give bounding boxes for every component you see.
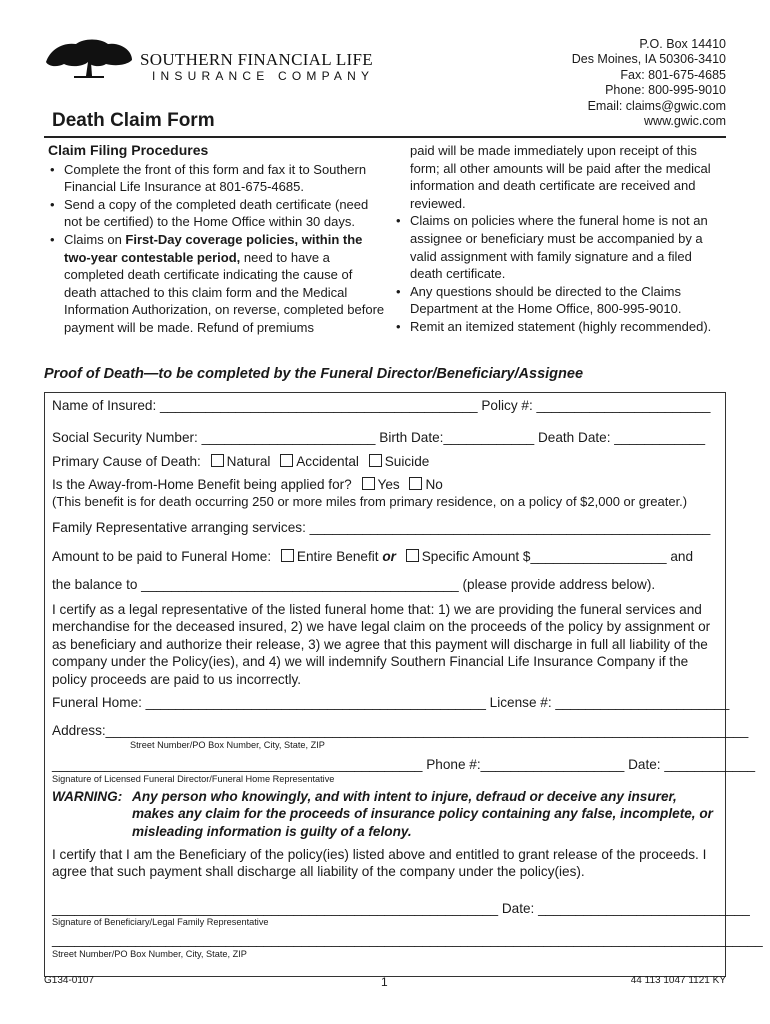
procedures-left (48, 142, 388, 337)
divider (44, 136, 726, 138)
accidental-label: Accidental (296, 454, 359, 469)
fax-line: Fax: 801-675-4685 (620, 67, 726, 82)
funeral-director-signature-field[interactable]: _________________________________________________ Phone #:___________________ Date: ____________ (52, 757, 756, 772)
amount-label: Amount to be paid to Funeral Home: (52, 549, 272, 564)
procedure-item: • Remit an itemized statement (highly recommended). (394, 318, 722, 336)
email-link[interactable]: Email: claims@gwic.com (587, 98, 726, 113)
company-address (572, 37, 726, 129)
beneficiary-address-field[interactable]: ______________________________________________________________________________________________ (52, 932, 763, 947)
accidental-checkbox[interactable] (280, 454, 293, 467)
name-insured-policy-field[interactable]: Name of Insured: __________________________________________ Policy #: _______________________ (52, 398, 711, 413)
yes-label: Yes (377, 477, 400, 492)
entire-benefit-checkbox[interactable] (281, 549, 294, 562)
balance-field[interactable]: the balance to __________________________________________ (please provide address below). (52, 577, 656, 592)
no-label: No (425, 477, 443, 492)
entire-benefit-label: Entire Benefit (296, 549, 379, 564)
amount-row (52, 549, 693, 564)
cause-label: Primary Cause of Death: (52, 454, 201, 469)
procedure-bold-text: First-Day coverage policies, within the two-year contestable period, (64, 231, 363, 265)
beneficiary-signature-field[interactable]: ___________________________________________________________ Date: ____________________________ (52, 901, 750, 916)
procedure-continued: paid will be made immediately upon receipt of this form; all other amounts will be paid after the medical information and death certificate are received and reviewed. (410, 143, 711, 211)
address-line: Des Moines, IA 50306-3410 (571, 52, 726, 67)
away-benefit-question: Is the Away-from-Home Benefit being applied for? (52, 477, 352, 492)
address-line: P.O. Box 14410 (639, 37, 726, 51)
procedure-item: • Any questions should be directed to the Claims Department at the Home Office, 800-995-9010. (394, 283, 722, 318)
yes-checkbox[interactable] (362, 477, 375, 490)
signature-caption: Signature of Licensed Funeral Director/Funeral Home Representative (52, 774, 335, 784)
procedure-item (48, 231, 388, 337)
family-representative-field[interactable]: Family Representative arranging services: _____________________________________________________ (52, 520, 711, 535)
away-benefit-note: (This benefit is for death occurring 250 or more miles from primary residence, on a policy of $2,000 or greater.) (52, 494, 688, 509)
page-number: 1 (381, 975, 388, 989)
form-title: Death Claim Form (52, 110, 215, 131)
natural-label: Natural (226, 454, 271, 469)
procedure-item: • Claims on policies where the funeral home is not an assignee or beneficiary must be accompanied by a valid assignment with family signature and a filed death certificate. (394, 212, 722, 282)
away-benefit-row (52, 477, 443, 492)
funeral-home-license-field[interactable]: Funeral Home: _____________________________________________ License #: _______________________ (52, 695, 730, 710)
ssn-dates-field[interactable]: Social Security Number: _______________________ Birth Date:____________ Death Date: ____________ (52, 430, 706, 445)
address-caption: Street Number/PO Box Number, City, State, ZIP (130, 740, 325, 750)
funeral-home-address-field[interactable]: Address:_____________________________________________________________________________________ (52, 723, 749, 738)
beneficiary-certification: I certify that I am the Beneficiary of the policy(ies) listed above and entitled to grant release of the proceeds. I agree that such payment shall discharge all liability of the company under the policy(ies). (52, 847, 707, 880)
form-code: 44 113 1047 1121 KY (630, 975, 726, 986)
form-number: G134-0107 (44, 975, 95, 986)
warning-text: Any person who knowingly, and with intent to injure, defraud or deceive any insurer, makes any claim for the proceeds of insurance policy containing any false, incomplete, or misleading information is guilty of a felony. (132, 789, 713, 839)
procedure-item: • Complete the front of this form and fax it to Southern Financial Life Insurance at 801-675-4685. (48, 161, 388, 196)
company-subtitle: INSURANCE COMPANY (152, 69, 375, 83)
beneficiary-address-caption: Street Number/PO Box Number, City, State, ZIP (52, 949, 247, 959)
procedure-text: need to have a completed death certificate indicating the cause of death attached to this claim form and the Medical Information Authorization, on reverse, completed before payment will be made. Refund of premiums (64, 249, 385, 335)
suicide-label: Suicide (384, 454, 430, 469)
tree-logo-icon (44, 36, 134, 78)
procedures-right (394, 142, 722, 336)
specific-amount-checkbox[interactable] (406, 549, 419, 562)
no-checkbox[interactable] (409, 477, 422, 490)
procedure-text: Claims on (64, 231, 126, 247)
funeral-home-certification: I certify as a legal representative of the listed funeral home that: 1) we are providing the funeral services and merchandise for the deceased insured, 2) we have legal claim on the proceeds of the policy by assignment or as beneficiary and authorize their release, 3) we agree that this payment will discharge in full all liability of the company under the Policy(ies), and 4) we will indemnify Southern Financial Life Insurance Company if the policy proceeds are paid to us incorrectly. (52, 602, 711, 687)
company-name: SOUTHERN FINANCIAL LIFE (140, 50, 373, 69)
natural-checkbox[interactable] (211, 454, 224, 467)
suicide-checkbox[interactable] (369, 454, 382, 467)
cause-of-death-row (52, 454, 429, 469)
phone-line: Phone: 800-995-9010 (605, 83, 726, 98)
specific-amount-field[interactable]: Specific Amount $__________________ and (421, 549, 694, 564)
beneficiary-signature-caption: Signature of Beneficiary/Legal Family Representative (52, 917, 269, 927)
website-link[interactable]: www.gwic.com (644, 114, 726, 129)
procedure-item: • Send a copy of the completed death certificate (need not be certified) to the Home Office within 30 days. (48, 196, 388, 231)
procedures-heading: Claim Filing Procedures (48, 142, 209, 158)
proof-of-death-heading: Proof of Death—to be completed by the Funeral Director/Beneficiary/Assignee (44, 366, 584, 382)
or-label: or (382, 549, 396, 564)
warning-label: WARNING: (52, 789, 123, 804)
